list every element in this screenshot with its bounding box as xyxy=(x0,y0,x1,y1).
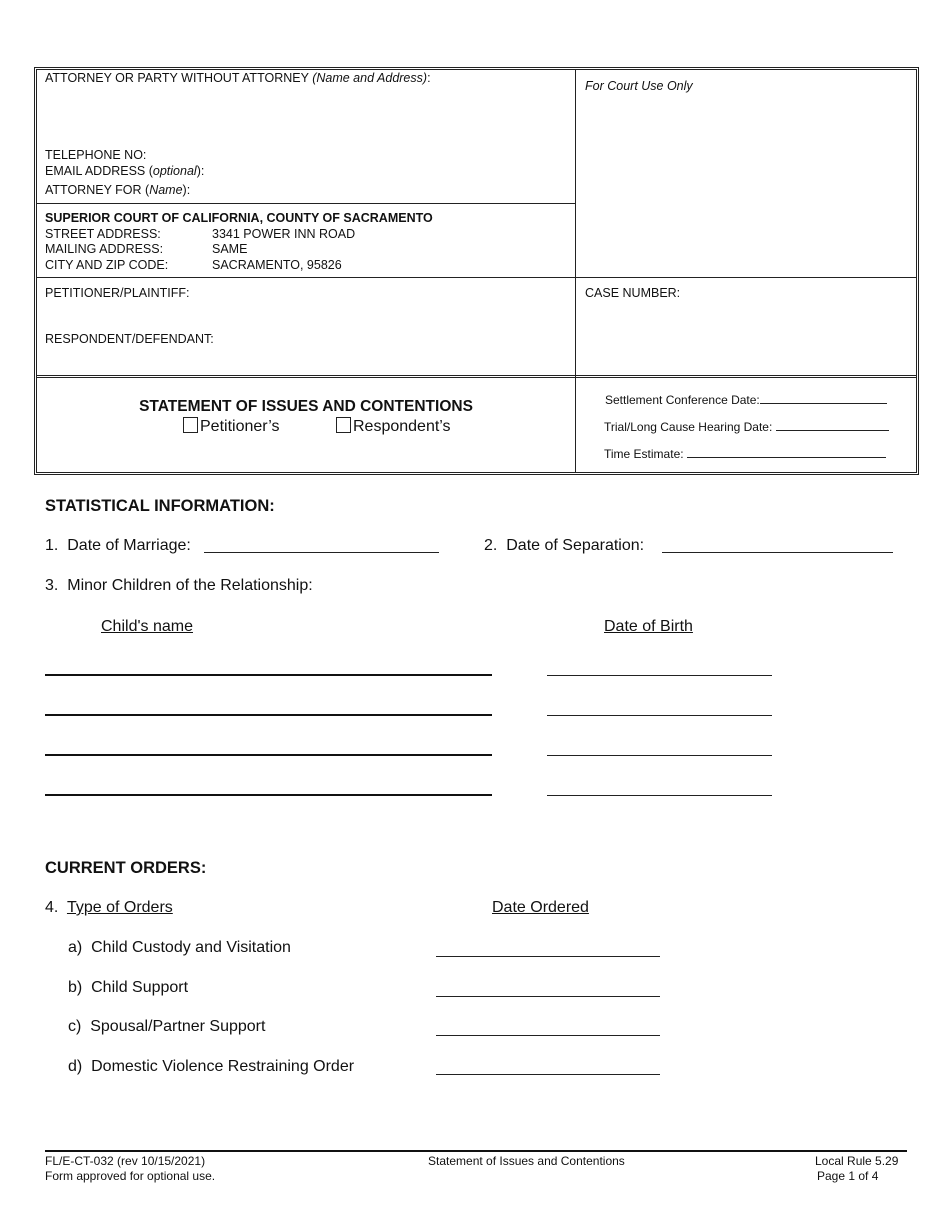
footer-title: Statement of Issues and Contentions xyxy=(428,1154,625,1168)
case-number-label: CASE NUMBER: xyxy=(585,286,681,300)
order-dv-restraining: d) Domestic Violence Restraining Order xyxy=(68,1058,355,1075)
trial-date-label: Trial/Long Cause Hearing Date: xyxy=(604,420,773,434)
respondents-checkbox[interactable] xyxy=(336,417,351,433)
attorney-for-label: ATTORNEY FOR (Name): xyxy=(45,183,191,197)
mailing-address-value: SAME xyxy=(212,242,248,256)
footer-page-number: Page 1 of 4 xyxy=(817,1169,879,1183)
petitioners-option[interactable] xyxy=(183,417,279,436)
order-dv-restraining-date-field[interactable] xyxy=(436,1074,660,1075)
respondent-label: RESPONDENT/DEFENDANT: xyxy=(45,332,214,346)
petitioner-label: PETITIONER/PLAINTIFF: xyxy=(45,286,190,300)
email-label: EMAIL ADDRESS (optional): xyxy=(45,164,205,178)
child-name-field-3[interactable] xyxy=(45,754,492,756)
date-ordered-header: Date Ordered xyxy=(492,899,589,916)
child-name-header: Child's name xyxy=(101,618,193,635)
city-zip-value: SACRAMENTO, 95826 xyxy=(212,258,342,272)
caption-divider xyxy=(575,69,576,473)
petitioners-option-label: Petitioner’s xyxy=(200,418,280,435)
footer-rule xyxy=(45,1150,907,1152)
attorney-section-divider xyxy=(37,203,575,204)
order-child-support-date-field[interactable] xyxy=(436,996,660,997)
respondents-option-label: Respondent’s xyxy=(353,418,451,435)
separation-date-item: 2. Date of Separation: xyxy=(484,537,645,554)
child-dob-field-1[interactable] xyxy=(547,675,772,676)
parties-section-divider xyxy=(37,375,917,378)
settlement-date-label: Settlement Conference Date: xyxy=(605,393,760,407)
time-estimate-label: Time Estimate: xyxy=(604,447,684,461)
child-dob-field-3[interactable] xyxy=(547,755,772,756)
child-name-field-1[interactable] xyxy=(45,674,492,676)
footer-approved: Form approved for optional use. xyxy=(45,1169,216,1183)
court-use-label: For Court Use Only xyxy=(585,79,693,93)
separation-date-field[interactable] xyxy=(662,552,893,553)
marriage-date-item: 1. Date of Marriage: xyxy=(45,537,191,554)
current-orders-heading: CURRENT ORDERS: xyxy=(45,859,207,877)
settlement-date-field[interactable] xyxy=(605,393,887,407)
time-estimate-field[interactable] xyxy=(604,447,886,461)
order-child-custody: a) Child Custody and Visitation xyxy=(68,939,291,956)
petitioners-checkbox[interactable] xyxy=(183,417,198,433)
date-of-birth-header: Date of Birth xyxy=(604,618,693,635)
court-section-divider xyxy=(37,277,917,278)
footer-local-rule: Local Rule 5.29 xyxy=(815,1154,899,1168)
form-title: STATEMENT OF ISSUES AND CONTENTIONS xyxy=(139,398,473,415)
minor-children-item: 3. Minor Children of the Relationship: xyxy=(45,577,313,594)
street-address-value: 3341 POWER INN ROAD xyxy=(212,227,356,241)
order-child-support: b) Child Support xyxy=(68,979,189,996)
footer-form-id: FL/E-CT-032 (rev 10/15/2021) xyxy=(45,1154,206,1168)
child-dob-field-4[interactable] xyxy=(547,795,772,796)
type-of-orders-item: 4. Type of Orders xyxy=(45,899,173,916)
respondents-option[interactable] xyxy=(336,417,451,436)
order-spousal-support: c) Spousal/Partner Support xyxy=(68,1018,266,1035)
statistical-heading: STATISTICAL INFORMATION: xyxy=(45,497,275,515)
street-address-label: STREET ADDRESS: xyxy=(45,227,161,241)
order-child-custody-date-field[interactable] xyxy=(436,956,660,957)
marriage-date-field[interactable] xyxy=(204,552,439,553)
telephone-label: TELEPHONE NO: xyxy=(45,148,147,162)
trial-date-field[interactable] xyxy=(604,420,889,434)
child-dob-field-2[interactable] xyxy=(547,715,772,716)
child-name-field-2[interactable] xyxy=(45,714,492,716)
city-zip-label: CITY AND ZIP CODE: xyxy=(45,258,169,272)
mailing-address-label: MAILING ADDRESS: xyxy=(45,242,164,256)
attorney-label: ATTORNEY OR PARTY WITHOUT ATTORNEY (Name and Address): xyxy=(45,71,431,85)
court-name: SUPERIOR COURT OF CALIFORNIA, COUNTY OF SACRAMENTO xyxy=(45,211,433,225)
order-spousal-support-date-field[interactable] xyxy=(436,1035,660,1036)
child-name-field-4[interactable] xyxy=(45,794,492,796)
